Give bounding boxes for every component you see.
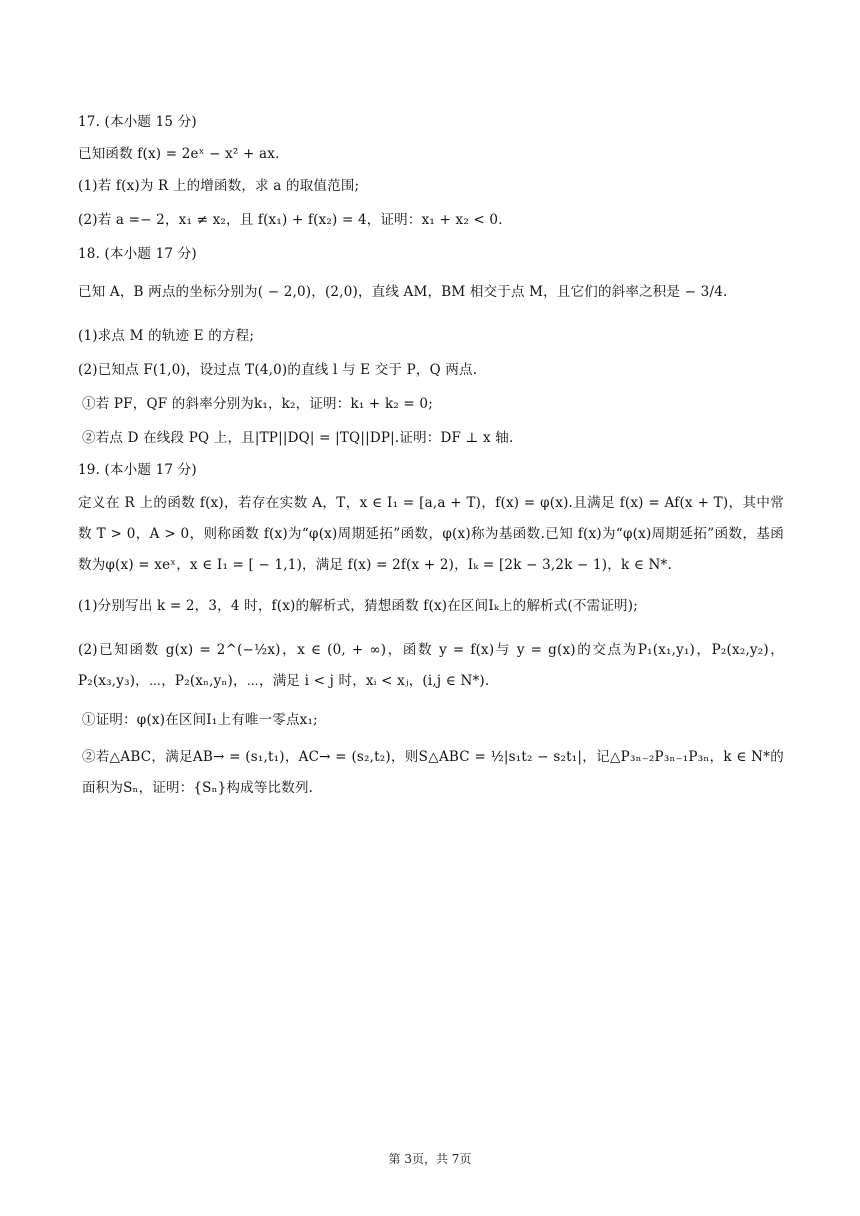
problem-19-q2a: ①证明：φ(x)在区间I₁上有唯一零点x₁; <box>82 712 318 728</box>
problem-18-header: 18. (本小题 17 分) <box>78 246 197 262</box>
page-footer: 第 3页，共 7页 <box>388 1152 472 1166</box>
problem-18-stem: 已知 A，B 两点的坐标分别为( − 2,0)，(2,0)，直线 AM，BM 相交于点 M，且它们的斜率之积是 − 3/4. <box>78 284 728 300</box>
problem-18-q2b: ②若点 D 在线段 PQ 上，且|TP||DQ| = |TQ||DP|.证明：DF ⊥ x 轴. <box>82 430 514 446</box>
problem-19-header: 19. (本小题 17 分) <box>78 462 197 478</box>
problem-17-q2: (2)若 a =− 2，x₁ ≠ x₂，且 f(x₁) + f(x₂) = 4，证明：x₁ + x₂ < 0. <box>78 212 503 228</box>
problem-18-q1: (1)求点 M 的轨迹 E 的方程; <box>78 328 255 344</box>
problem-19-q1: (1)分别写出 k = 2，3，4 时，f(x)的解析式，猜想函数 f(x)在区间Iₖ上的解析式(不需证明); <box>78 598 638 614</box>
problem-17-q1: (1)若 f(x)为 R 上的增函数，求 a 的取值范围; <box>78 178 360 194</box>
problem-17-header: 17. (本小题 15 分) <box>78 114 197 130</box>
problem-19-q2b: ②若△ABC，满足AB→ = (s₁,t₁)，AC→ = (s₂,t₂)，则S△ABC = ½|s₁t₂ − s₂t₁|，记△P₃ₙ₋₂P₃ₙ₋₁P₃ₙ，k ∈ N*的面积为Sₙ，证明：{Sₙ}构成等比数列. <box>82 749 784 796</box>
problem-18-q2a: ①若 PF，QF 的斜率分别为k₁，k₂，证明：k₁ + k₂ = 0; <box>82 396 433 412</box>
problem-17-stem: 已知函数 f(x) = 2eˣ − x² + ax. <box>78 146 280 162</box>
problem-19-stem: 定义在 R 上的函数 f(x)，若存在实数 A，T，x ∈ I₁ = [a,a + T)，f(x) = φ(x).且满足 f(x) = Af(x + T)，其中常数 T > 0，A > 0，则称函数 f(x)为“φ(x)周期延拓”函数，φ(x)称为基函数.已知 f(x)为“φ(x)周期延拓”函数，基函数为φ(x) = xeˣ，x ∈ I₁ = [ − 1,1)，满足 f(x) = 2f(x + 2)，Iₖ = [2k − 3,2k − 1)，k ∈ N*. <box>78 495 784 573</box>
problem-19-q2: (2)已知函数 g(x) = 2^(−½x)，x ∈ (0, + ∞)，函数 y = f(x)与 y = g(x)的交点为P₁(x₁,y₁)，P₂(x₂,y₂)，P₂(x₃,y₃)，⋯，P₂(xₙ,yₙ)，⋯，满足 i < j 时，xᵢ < xⱼ，(i,j ∈ N*). <box>78 642 784 689</box>
problem-18-q2: (2)已知点 F(1,0)，设过点 T(4,0)的直线 l 与 E 交于 P，Q 两点. <box>78 362 478 378</box>
